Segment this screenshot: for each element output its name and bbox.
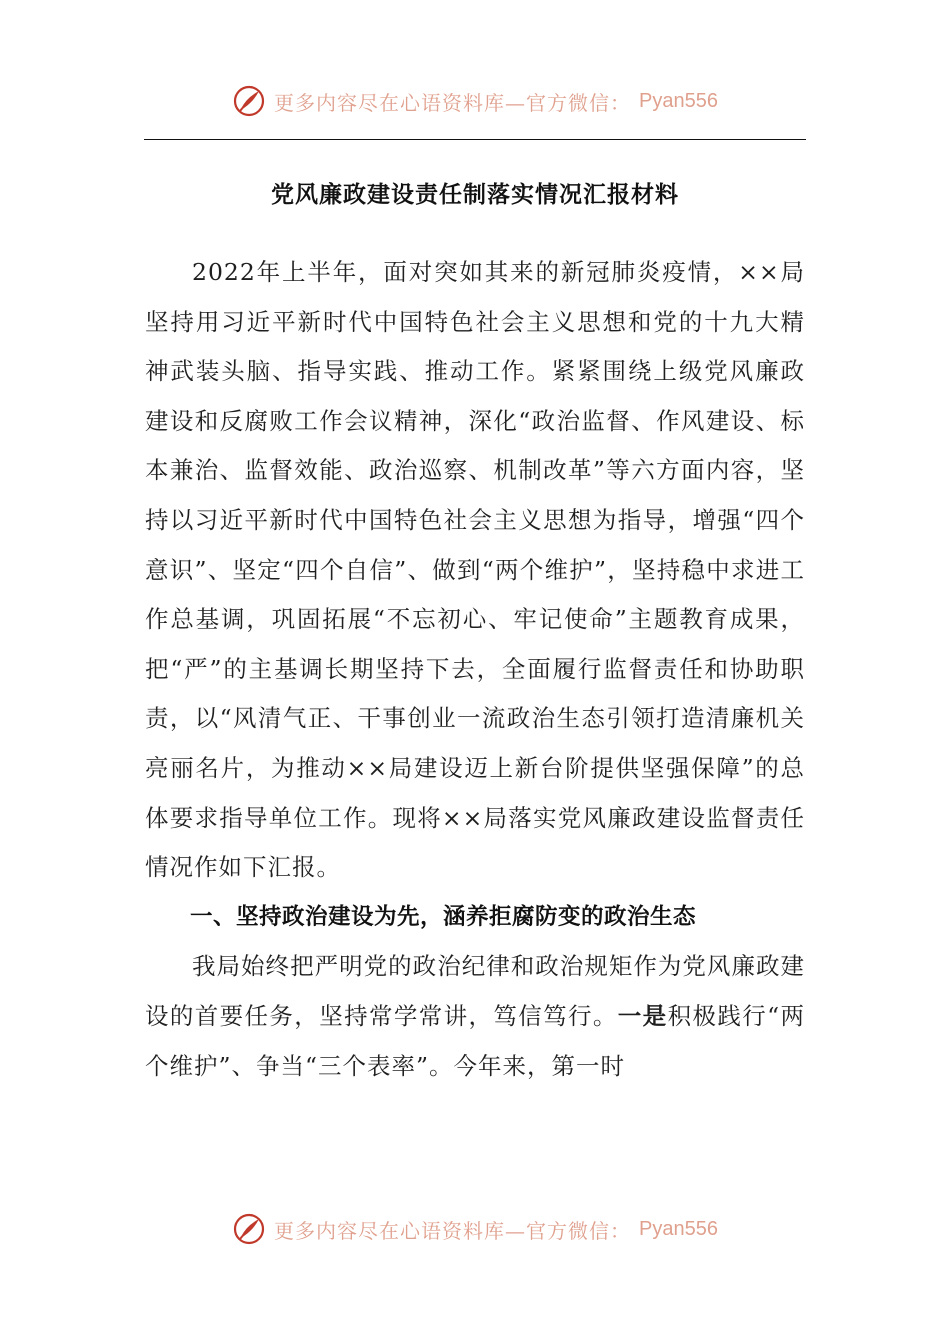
- watermark-text: 更多内容尽在心语资料库—官方微信：: [274, 1218, 632, 1243]
- quill-pen-logo-icon: [232, 1212, 266, 1246]
- section-paragraph-start: 我局始终把严明党的政治纪律和政治规矩作为党风廉政建设的首要任务，坚持常学常讲，笃信笃行。: [145, 952, 805, 1030]
- section-paragraph-end: 积极践行“两个维护”、争当“三个表率”。今年来，第一时: [145, 1001, 806, 1080]
- document-body: [145, 248, 805, 1091]
- watermark-footer: [0, 1212, 950, 1246]
- section-paragraph-bold: 一是: [617, 1001, 668, 1030]
- watermark-wechat-id: Pyan556: [639, 89, 718, 112]
- header-divider: [144, 139, 806, 140]
- document-title: 党风廉政建设责任制落实情况汇报材料: [271, 182, 679, 208]
- intro-paragraph: 2022年上半年，面对突如其来的新冠肺炎疫情，××局坚持用习近平新时代中国特色社会主义思想和党的十九大精神武装头脑、指导实践、推动工作。紧紧围绕上级党风廉政建设和反腐败工作会议精神，深化“政治监督、作风建设、标本兼治、监督效能、政治巡察、机制改革”等六方面内容，坚持以习近平新时代中国特色社会主义思想为指导，增强“四个意识”、坚定“四个自信”、做到“两个维护”，坚持稳中求进工作总基调，巩固拓展“不忘初心、牢记使命”主题教育成果，把“严”的主基调长期坚持下去，全面履行监督责任和协助职责，以“风清气正、干事创业一流政治生态引领打造清廉机关亮丽名片，为推动××局建设迈上新台阶提供坚强保障”的总体要求指导单位工作。现将××局落实党风廉政建设监督责任情况作如下汇报。: [145, 258, 805, 882]
- section-heading: 一、坚持政治建设为先，涵养拒腐防变的政治生态: [190, 903, 697, 930]
- watermark-wechat-id: Pyan556: [639, 1217, 718, 1240]
- quill-pen-logo-icon: [232, 84, 266, 118]
- section-paragraph: [145, 942, 805, 1091]
- watermark-text: 更多内容尽在心语资料库—官方微信：: [274, 90, 632, 115]
- watermark-header: [0, 84, 950, 118]
